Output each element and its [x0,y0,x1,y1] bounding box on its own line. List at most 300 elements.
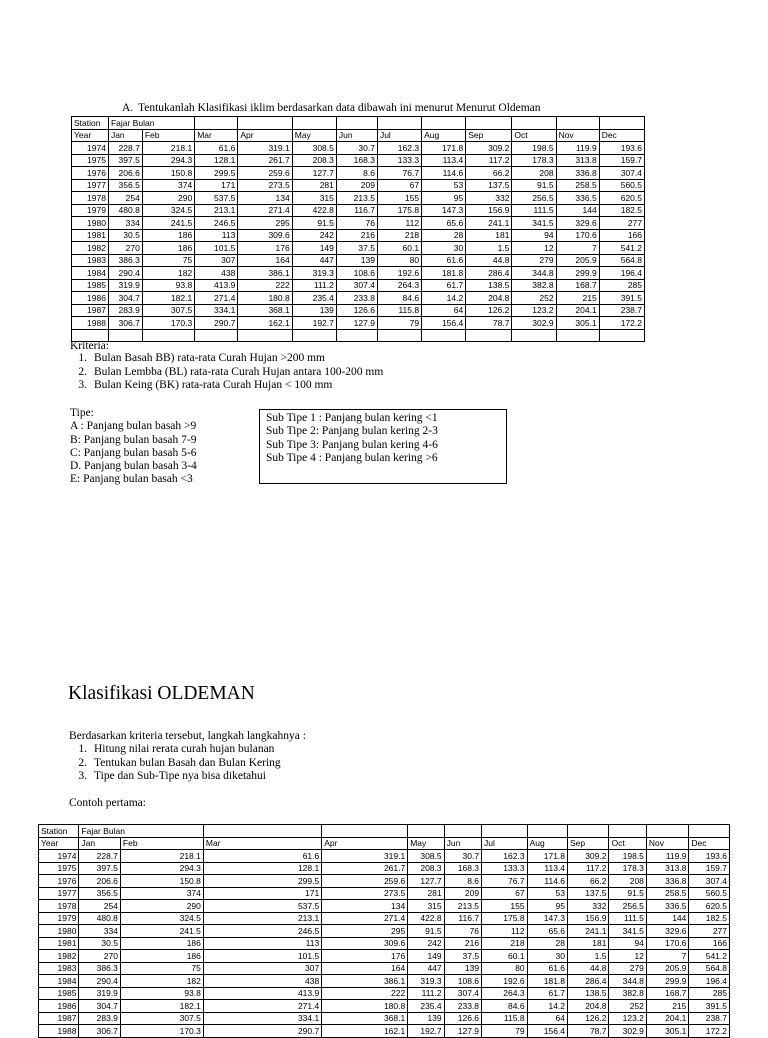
rainfall-cell: 112 [482,925,528,938]
rainfall-cell: 307 [195,254,238,267]
rainfall-cell: 329.6 [556,217,599,230]
table-row [39,987,730,1000]
month-header-cell: Mar [195,129,238,142]
rainfall-cell: 246.5 [203,925,321,938]
kriteria-item [70,366,383,380]
rainfall-cell: 206.6 [108,167,142,180]
year-cell: 1981 [72,229,109,242]
empty-cell [482,825,528,838]
year-cell: 1980 [72,217,109,230]
year-cell: 1986 [39,1000,79,1013]
rainfall-cell: 66.2 [466,167,512,180]
station-row [72,117,645,130]
rainfall-cell: 44.8 [466,254,512,267]
rainfall-cell: 270 [108,242,142,255]
rainfall-cell: 61.6 [195,142,238,155]
rainfall-cell: 30.5 [108,229,142,242]
rainfall-cell: 368.1 [238,304,292,317]
rainfall-cell: 156.9 [568,912,609,925]
rainfall-cell: 139 [444,962,481,975]
rainfall-cell: 149 [408,950,444,963]
rainfall-cell: 44.8 [568,962,609,975]
rainfall-cell: 295 [322,925,408,938]
year-header-cell: Year [72,129,109,142]
rainfall-cell: 149 [292,242,336,255]
rainfall-cell: 290.4 [108,267,142,280]
subtipe-item: Sub Tipe 2: Panjang bulan kering 2-3 [266,425,438,438]
rainfall-cell: 241.1 [466,217,512,230]
month-header-cell: Jul [482,837,528,850]
rainfall-cell: 116.7 [444,912,481,925]
rainfall-cell: 170.3 [142,317,194,330]
rainfall-cell: 356.5 [79,887,120,900]
rainfall-cell: 127.7 [292,167,336,180]
steps-list [70,743,281,784]
rainfall-cell: 91.5 [408,925,444,938]
rainfall-cell: 111.5 [609,912,646,925]
year-cell: 1976 [72,167,109,180]
empty-cell [377,329,421,342]
rainfall-cell: 306.7 [79,1025,120,1038]
rainfall-cell: 126.6 [444,1012,481,1025]
rainfall-cell: 204.1 [556,304,599,317]
rainfall-cell: 299.9 [646,975,688,988]
rainfall-cell: 193.6 [599,142,644,155]
rainfall-cell: 218 [482,937,528,950]
rainfall-cell: 79 [482,1025,528,1038]
year-cell: 1984 [39,975,79,988]
rainfall-cell: 242 [408,937,444,950]
rainfall-cell: 192.6 [377,267,421,280]
rainfall-cell: 204.8 [466,292,512,305]
kriteria-text: Bulan Lembba (BL) rata-rata Curah Hujan antara 100-200 mm [94,365,384,378]
rainfall-cell: 178.3 [512,154,556,167]
year-cell: 1981 [39,937,79,950]
rainfall-cell: 91.5 [292,217,336,230]
rainfall-cell: 344.8 [512,267,556,280]
rainfall-cell: 290.4 [79,975,120,988]
empty-cell [203,825,321,838]
empty-cell [377,117,421,130]
rainfall-cell: 209 [336,179,377,192]
rainfall-cell: 256.5 [609,900,646,913]
rainfall-cell: 334.1 [203,1012,321,1025]
rainfall-cell: 61.6 [422,254,466,267]
rainfall-cell: 228.7 [108,142,142,155]
rainfall-cell: 309.6 [322,937,408,950]
table-row [72,242,645,255]
rainfall-cell: 150.8 [120,875,203,888]
year-cell: 1983 [39,962,79,975]
rainfall-cell: 166 [689,937,730,950]
empty-cell [599,329,644,342]
empty-cell [336,329,377,342]
month-header-cell: Mar [203,837,321,850]
rainfall-cell: 283.9 [79,1012,120,1025]
rainfall-cell: 181 [466,229,512,242]
rainfall-cell: 12 [609,950,646,963]
table-row [39,875,730,888]
rainfall-cell: 290.7 [203,1025,321,1038]
tipe-item: E: Panjang bulan basah <3 [70,473,193,486]
rainfall-cell: 386.1 [322,975,408,988]
table-row [72,254,645,267]
table-row [39,962,730,975]
tipe-label: Tipe: [70,407,94,419]
month-header-cell: Aug [422,129,466,142]
step-item [70,770,281,784]
rainfall-cell: 336.8 [556,167,599,180]
table-row [72,167,645,180]
rainfall-cell: 286.4 [466,267,512,280]
rainfall-cell: 233.8 [336,292,377,305]
rainfall-cell: 218.1 [120,850,203,863]
header-row [72,129,645,142]
table-row [72,192,645,205]
rainfall-cell: 213.1 [195,204,238,217]
tipe-item: D. Panjang bulan basah 3-4 [70,460,197,473]
rainfall-cell: 137.5 [568,887,609,900]
rainfall-cell: 324.5 [142,204,194,217]
month-header-cell: May [408,837,444,850]
rainfall-cell: 78.7 [466,317,512,330]
kriteria-item [70,379,383,393]
rainfall-cell: 241.5 [142,217,194,230]
year-cell: 1974 [72,142,109,155]
rainfall-cell: 285 [599,279,644,292]
rainfall-cell: 111.2 [292,279,336,292]
rainfall-cell: 238.7 [599,304,644,317]
rainfall-cell: 286.4 [568,975,609,988]
rainfall-cell: 139 [408,1012,444,1025]
month-header-cell: Oct [512,129,556,142]
rainfall-cell: 246.5 [195,217,238,230]
rainfall-cell: 156.9 [466,204,512,217]
month-header-cell: Jul [377,129,421,142]
year-cell: 1985 [72,279,109,292]
rainfall-cell: 294.3 [120,862,203,875]
rainfall-cell: 28 [422,229,466,242]
table-row [72,179,645,192]
table-row [39,1000,730,1013]
month-header-cell: Jan [79,837,120,850]
rainfall-cell: 273.5 [322,887,408,900]
rainfall-cell: 61.6 [527,962,567,975]
rainfall-cell: 413.9 [195,279,238,292]
rainfall-cell: 75 [120,962,203,975]
empty-cell [466,117,512,130]
rainfall-cell: 67 [482,887,528,900]
header-row [39,837,730,850]
rainfall-cell: 307.5 [120,1012,203,1025]
rainfall-cell: 299.9 [556,267,599,280]
rainfall-cell: 290 [120,900,203,913]
rainfall-cell: 386.3 [108,254,142,267]
rainfall-table-body [72,117,645,342]
subtipe-item: Sub Tipe 3: Panjang bulan kering 4-6 [266,438,438,451]
rainfall-cell: 537.5 [195,192,238,205]
rainfall-cell: 137.5 [466,179,512,192]
rainfall-cell: 386.3 [79,962,120,975]
rainfall-cell: 176 [322,950,408,963]
rainfall-cell: 319.1 [238,142,292,155]
rainfall-cell: 228.7 [79,850,120,863]
empty-cell [512,117,556,130]
rainfall-cell: 336.5 [646,900,688,913]
rainfall-cell: 30 [527,950,567,963]
rainfall-cell: 115.8 [377,304,421,317]
month-header-cell: Aug [527,837,567,850]
rainfall-cell: 279 [609,962,646,975]
year-cell: 1978 [72,192,109,205]
empty-cell [646,825,688,838]
month-header-cell: Dec [599,129,644,142]
rainfall-cell: 564.8 [599,254,644,267]
rainfall-cell: 76.7 [482,875,528,888]
rainfall-table [71,116,645,342]
table-row [39,975,730,988]
step-number: 1. [78,743,87,755]
year-cell: 1980 [39,925,79,938]
table-row [72,154,645,167]
year-cell: 1976 [39,875,79,888]
rainfall-cell: 324.5 [120,912,203,925]
rainfall-cell: 204.8 [568,1000,609,1013]
rainfall-cell: 84.6 [377,292,421,305]
year-cell: 1982 [39,950,79,963]
rainfall-cell: 186 [142,242,194,255]
rainfall-cell: 182 [120,975,203,988]
rainfall-cell: 80 [377,254,421,267]
rainfall-cell: 204.1 [646,1012,688,1025]
rainfall-cell: 30 [422,242,466,255]
table-row [39,1012,730,1025]
kriteria-label: Kriteria: [70,340,109,352]
rainfall-cell: 113 [203,937,321,950]
rainfall-cell: 14.2 [527,1000,567,1013]
rainfall-cell: 94 [512,229,556,242]
month-header-cell: Feb [120,837,203,850]
rainfall-cell: 168.3 [444,862,481,875]
rainfall-cell: 206.6 [79,875,120,888]
rainfall-cell: 307.4 [444,987,481,1000]
rainfall-cell: 166 [599,229,644,242]
table-row [72,142,645,155]
month-header-cell: Jan [108,129,142,142]
rainfall-cell: 208.3 [408,862,444,875]
rainfall-cell: 155 [482,900,528,913]
rainfall-cell: 168.7 [646,987,688,1000]
rainfall-cell: 134 [238,192,292,205]
rainfall-cell: 374 [120,887,203,900]
step-number: 2. [78,756,87,769]
station-label-cell: Station [39,825,79,838]
rainfall-cell: 65.6 [527,925,567,938]
rainfall-cell: 216 [444,937,481,950]
rainfall-cell: 279 [512,254,556,267]
rainfall-cell: 541.2 [599,242,644,255]
empty-cell [292,117,336,130]
rainfall-cell: 95 [527,900,567,913]
rainfall-cell: 111.5 [512,204,556,217]
rainfall-cell: 213.5 [336,192,377,205]
rainfall-cell: 181 [568,937,609,950]
rainfall-cell: 447 [292,254,336,267]
step-item [70,743,281,757]
rainfall-cell: 37.5 [336,242,377,255]
rainfall-cell: 1.5 [568,950,609,963]
rainfall-cell: 271.4 [322,912,408,925]
rainfall-cell: 305.1 [646,1025,688,1038]
rainfall-cell: 170.3 [120,1025,203,1038]
rainfall-cell: 168.3 [336,154,377,167]
rainfall-cell: 305.1 [556,317,599,330]
rainfall-cell: 7 [646,950,688,963]
rainfall-cell: 7 [556,242,599,255]
empty-cell [195,117,238,130]
example-label: Contoh pertama: [69,797,146,809]
year-cell: 1977 [72,179,109,192]
rainfall-cell: 144 [646,912,688,925]
rainfall-cell: 159.7 [689,862,730,875]
month-header-cell: Nov [556,129,599,142]
rainfall-cell: 53 [527,887,567,900]
kriteria-list [70,352,383,393]
rainfall-cell: 150.8 [142,167,194,180]
rainfall-cell: 8.6 [444,875,481,888]
rainfall-cell: 108.6 [444,975,481,988]
year-cell: 1983 [72,254,109,267]
rainfall-cell: 91.5 [609,887,646,900]
rainfall-cell: 209 [444,887,481,900]
rainfall-cell: 233.8 [444,1000,481,1013]
rainfall-cell: 61.7 [422,279,466,292]
table-row [72,229,645,242]
rainfall-cell: 309.2 [568,850,609,863]
rainfall-cell: 114.6 [422,167,466,180]
empty-cell [568,825,609,838]
table-row [39,887,730,900]
rainfall-cell: 94 [609,937,646,950]
rainfall-cell: 133.3 [377,154,421,167]
rainfall-cell: 60.1 [377,242,421,255]
rainfall-cell: 252 [609,1000,646,1013]
rainfall-cell: 138.5 [568,987,609,1000]
rainfall-cell: 541.2 [689,950,730,963]
instruction-text: Tentukanlah Klasifikasi iklim berdasarkan data dibawah ini menurut Menurut Oldeman [138,102,541,114]
rainfall-cell: 307.4 [689,875,730,888]
rainfall-cell: 438 [195,267,238,280]
rainfall-cell: 270 [79,950,120,963]
rainfall-cell: 171.8 [422,142,466,155]
rainfall-cell: 332 [568,900,609,913]
rainfall-cell: 186 [142,229,194,242]
rainfall-cell: 112 [377,217,421,230]
empty-cell [609,825,646,838]
rainfall-cell: 336.5 [556,192,599,205]
table-row [72,317,645,330]
rainfall-cell: 8.6 [336,167,377,180]
rainfall-cell: 213.1 [203,912,321,925]
rainfall-cell: 93.8 [120,987,203,1000]
rainfall-cell: 198.5 [512,142,556,155]
rainfall-cell: 123.2 [609,1012,646,1025]
rainfall-cell: 281 [292,179,336,192]
rainfall-cell: 241.1 [568,925,609,938]
rainfall-cell: 144 [556,204,599,217]
table-row [72,267,645,280]
rainfall-cell: 113 [195,229,238,242]
rainfall-cell: 313.8 [646,862,688,875]
rainfall-cell: 127.9 [444,1025,481,1038]
kriteria-number: 2. [78,365,87,378]
table-row [72,292,645,305]
rainfall-cell: 215 [556,292,599,305]
table-row [39,950,730,963]
rainfall-cell: 235.4 [292,292,336,305]
rainfall-cell: 119.9 [556,142,599,155]
rainfall-cell: 271.4 [195,292,238,305]
rainfall-cell: 170.6 [646,937,688,950]
rainfall-cell: 620.5 [689,900,730,913]
blank-row [72,329,645,342]
section-title: Klasifikasi OLDEMAN [68,683,255,704]
rainfall-cell: 182.5 [689,912,730,925]
rainfall-cell: 319.9 [108,279,142,292]
rainfall-cell: 294.3 [142,154,194,167]
rainfall-cell: 208.3 [292,154,336,167]
rainfall-cell: 192.7 [292,317,336,330]
tipe-item: B: Panjang bulan basah 7-9 [70,433,197,446]
step-text: Tipe dan Sub-Tipe nya bisa diketahui [94,770,266,782]
rainfall-cell: 60.1 [482,950,528,963]
year-cell: 1979 [72,204,109,217]
rainfall-cell: 264.3 [377,279,421,292]
rainfall-cell: 198.5 [609,850,646,863]
rainfall-cell: 216 [336,229,377,242]
rainfall-cell: 241.5 [120,925,203,938]
kriteria-item [70,352,383,366]
rainfall-cell: 76 [336,217,377,230]
rainfall-cell: 368.1 [322,1012,408,1025]
rainfall-cell: 319.3 [408,975,444,988]
rainfall-cell: 134 [322,900,408,913]
empty-cell [142,329,194,342]
year-cell: 1979 [39,912,79,925]
rainfall-cell: 126.2 [568,1012,609,1025]
month-header-cell: Sep [466,129,512,142]
rainfall-cell: 162.3 [482,850,528,863]
tipe-item: C: Panjang bulan basah 5-6 [70,446,197,459]
rainfall-cell: 117.2 [466,154,512,167]
table-row [39,912,730,925]
rainfall-cell: 168.7 [556,279,599,292]
rainfall-cell: 30.7 [336,142,377,155]
rainfall-cell: 182.5 [599,204,644,217]
rainfall-cell: 196.4 [599,267,644,280]
station-name-cell: Fajar Bulan [108,117,194,130]
rainfall-cell: 285 [689,987,730,1000]
empty-cell [422,329,466,342]
rainfall-cell: 258.5 [646,887,688,900]
rainfall-cell: 306.7 [108,317,142,330]
rainfall-cell: 126.2 [466,304,512,317]
rainfall-cell: 329.6 [646,925,688,938]
rainfall-cell: 222 [322,987,408,1000]
rainfall-cell: 307.5 [142,304,194,317]
month-header-cell: Sep [568,837,609,850]
month-header-cell: Feb [142,129,194,142]
